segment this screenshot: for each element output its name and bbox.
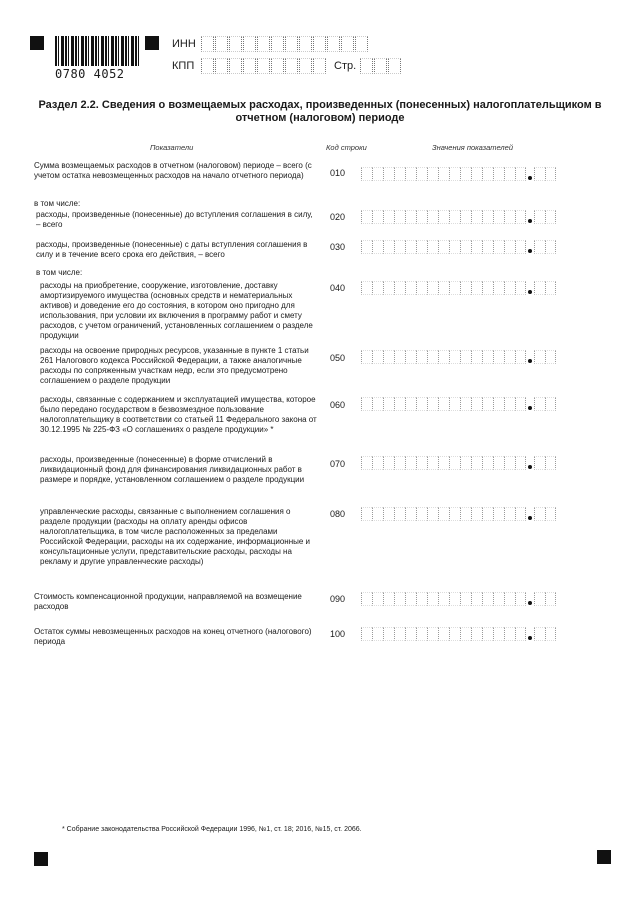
value-fraction-cell[interactable] [545,507,556,521]
value-digit-cell[interactable] [416,281,427,295]
row-in-that-number-1: в том числе: [34,199,81,208]
value-fraction-cell[interactable] [545,456,556,470]
row-040-code: 040 [330,283,346,293]
value-digit-cell[interactable] [482,210,493,224]
value-digit-cell[interactable] [460,397,471,411]
value-digit-cell[interactable] [504,350,515,364]
value-digit-cell[interactable] [449,281,460,295]
decimal-point [528,290,532,294]
row-050-code: 050 [330,353,346,363]
value-digit-cell[interactable] [471,240,482,254]
value-digit-cell[interactable] [361,592,372,606]
value-digit-cell[interactable] [482,397,493,411]
value-digit-cell[interactable] [471,507,482,521]
value-digit-cell[interactable] [427,281,438,295]
value-digit-cell[interactable] [504,627,515,641]
value-fraction-cell[interactable] [545,210,556,224]
value-digit-cell[interactable] [383,627,394,641]
value-digit-cell[interactable] [383,281,394,295]
value-digit-cell[interactable] [471,397,482,411]
value-fraction-cell[interactable] [545,397,556,411]
row-040-value-field[interactable] [361,281,556,295]
value-digit-cell[interactable] [493,240,504,254]
value-digit-cell[interactable] [449,627,460,641]
value-digit-cell[interactable] [361,350,372,364]
value-digit-cell[interactable] [438,507,449,521]
decimal-point [528,249,532,253]
value-digit-cell[interactable] [460,167,471,181]
value-digit-cell[interactable] [416,240,427,254]
value-fraction-cell[interactable] [534,507,545,521]
value-digit-cell[interactable] [394,627,405,641]
value-digit-cell[interactable] [361,210,372,224]
value-digit-cell[interactable] [361,281,372,295]
barcode-number: 0780 4052 [55,67,125,81]
value-fraction-cell[interactable] [545,240,556,254]
value-digit-cell[interactable] [515,456,526,470]
decimal-point [528,601,532,605]
value-digit-cell[interactable] [471,592,482,606]
value-digit-cell[interactable] [438,167,449,181]
decimal-point [528,359,532,363]
section-title: Раздел 2.2. Сведения о возмещаемых расходах, произведенных (понесенных) налогоплательщиком в отчетном (налоговом) периоде [38,99,602,124]
value-digit-cell[interactable] [372,240,383,254]
value-digit-cell[interactable] [383,592,394,606]
value-digit-cell[interactable] [372,507,383,521]
value-digit-cell[interactable] [504,397,515,411]
value-digit-cell[interactable] [515,240,526,254]
value-fraction-cell[interactable] [534,456,545,470]
value-digit-cell[interactable] [493,281,504,295]
decimal-point [528,516,532,520]
row-in-that-number-2: в том числе: [36,268,83,277]
value-digit-cell[interactable] [405,397,416,411]
value-digit-cell[interactable] [383,210,394,224]
value-digit-cell[interactable] [515,281,526,295]
row-070-label: расходы, произведенные (понесенные) в форме отчислений в ликвидационный фонд для финансирования ликвидационных работ в размере и порядке, установленном соглашением о разделе продукции [40,455,305,484]
value-digit-cell[interactable] [460,350,471,364]
value-digit-cell[interactable] [449,397,460,411]
column-header-values: Значения показателей [432,143,514,152]
value-digit-cell[interactable] [383,397,394,411]
value-digit-cell[interactable] [504,167,515,181]
value-digit-cell[interactable] [372,210,383,224]
value-fraction-cell[interactable] [534,397,545,411]
value-digit-cell[interactable] [427,627,438,641]
kpp-label: КПП [172,60,195,72]
value-digit-cell[interactable] [471,627,482,641]
column-header-line-code: Код строки [326,143,367,152]
value-digit-cell[interactable] [405,350,416,364]
value-digit-cell[interactable] [405,210,416,224]
row-080-code: 080 [330,509,346,519]
value-digit-cell[interactable] [394,592,405,606]
value-digit-cell[interactable] [493,507,504,521]
value-digit-cell[interactable] [449,507,460,521]
row-020-label: расходы, произведенные (понесенные) до вступления соглашения в силу, – всего [36,210,313,229]
value-digit-cell[interactable] [372,167,383,181]
value-digit-cell[interactable] [482,281,493,295]
value-digit-cell[interactable] [372,456,383,470]
value-digit-cell[interactable] [482,627,493,641]
value-digit-cell[interactable] [427,456,438,470]
row-070-code: 070 [330,459,346,469]
value-digit-cell[interactable] [361,456,372,470]
value-digit-cell[interactable] [515,167,526,181]
kpp-field[interactable] [201,58,327,74]
value-digit-cell[interactable] [405,281,416,295]
value-digit-cell[interactable] [361,397,372,411]
value-digit-cell[interactable] [471,350,482,364]
row-030-code: 030 [330,242,346,252]
value-digit-cell[interactable] [361,627,372,641]
value-fraction-cell[interactable] [534,281,545,295]
value-digit-cell[interactable] [372,592,383,606]
value-fraction-cell[interactable] [534,240,545,254]
barcode-bars [55,36,140,66]
value-fraction-cell[interactable] [545,350,556,364]
value-digit-cell[interactable] [416,627,427,641]
value-digit-cell[interactable] [515,627,526,641]
row-050-label: расходы на освоение природных ресурсов, указанные в пункте 1 статьи 261 Налогового кодекса Российской Федерации, а также аналогичные расходы по сопряженным участкам недр, если это предусмотрено соглашением о разделе продукции [40,346,309,385]
value-digit-cell[interactable] [438,281,449,295]
value-digit-cell[interactable] [383,167,394,181]
value-digit-cell[interactable] [504,281,515,295]
value-fraction-cell[interactable] [534,592,545,606]
value-digit-cell[interactable] [394,350,405,364]
value-digit-cell[interactable] [405,240,416,254]
inn-field[interactable] [201,36,369,52]
decimal-point [528,219,532,223]
value-digit-cell[interactable] [361,240,372,254]
row-090-code: 090 [330,594,346,604]
value-digit-cell[interactable] [416,397,427,411]
column-header-indicators: Показатели [150,143,194,152]
value-digit-cell[interactable] [416,167,427,181]
value-digit-cell[interactable] [515,592,526,606]
value-digit-cell[interactable] [416,350,427,364]
decimal-point [528,465,532,469]
value-digit-cell[interactable] [493,456,504,470]
value-digit-cell[interactable] [427,350,438,364]
value-fraction-cell[interactable] [534,167,545,181]
value-digit-cell[interactable] [438,456,449,470]
value-digit-cell[interactable] [405,592,416,606]
row-050-value-field[interactable] [361,350,556,364]
barcode [55,36,140,82]
value-digit-cell[interactable] [361,167,372,181]
row-010-code: 010 [330,168,346,178]
value-digit-cell[interactable] [504,210,515,224]
page-label: Стр. [334,60,357,72]
value-digit-cell[interactable] [493,210,504,224]
value-digit-cell[interactable] [405,627,416,641]
value-digit-cell[interactable] [383,507,394,521]
row-060-label: расходы, связанные с содержанием и эксплуатацией имущества, которое было передано государством в безвозмездное пользование налогоплательщику в соответствии со статьей 11 Федерального закона от 30.12.1995 № 225-ФЗ «О соглашениях о разделе продукции» * [40,395,317,434]
value-digit-cell[interactable] [471,281,482,295]
value-digit-cell[interactable] [515,210,526,224]
value-digit-cell[interactable] [482,240,493,254]
value-digit-cell[interactable] [427,397,438,411]
value-digit-cell[interactable] [471,167,482,181]
value-digit-cell[interactable] [372,627,383,641]
row-030-value-field[interactable] [361,240,556,254]
decimal-point [528,176,532,180]
value-digit-cell[interactable] [372,397,383,411]
value-digit-cell[interactable] [482,167,493,181]
value-digit-cell[interactable] [394,507,405,521]
footnote: * Собрание законодательства Российской Федерации 1996, №1, ст. 18; 2016, №15, ст. 2066. [62,826,362,833]
value-digit-cell[interactable] [427,592,438,606]
value-digit-cell[interactable] [438,592,449,606]
corner-marker-bottom-right [597,850,611,864]
value-digit-cell[interactable] [383,240,394,254]
value-digit-cell[interactable] [394,397,405,411]
row-080-label: управленческие расходы, связанные с выполнением соглашения о разделе продукции (расходы на оплату аренды офисов налогоплательщика, в том числе расположенных за пределами Российской Федерации, расходы на их содержание, информационные и консультационные услуги, представительские расходы, расходы на рекламу и другие управленческие расходы) [40,507,310,566]
value-digit-cell[interactable] [449,592,460,606]
value-digit-cell[interactable] [449,167,460,181]
row-100-value-field[interactable] [361,627,556,641]
value-digit-cell[interactable] [416,210,427,224]
decimal-point [528,406,532,410]
row-060-value-field[interactable] [361,397,556,411]
row-090-value-field[interactable] [361,592,556,606]
value-digit-cell[interactable] [504,592,515,606]
value-digit-cell[interactable] [438,627,449,641]
value-digit-cell[interactable] [438,240,449,254]
value-digit-cell[interactable] [416,592,427,606]
inn-label: ИНН [172,38,196,50]
row-080-value-field[interactable] [361,507,556,521]
value-digit-cell[interactable] [515,507,526,521]
value-digit-cell[interactable] [460,507,471,521]
value-digit-cell[interactable] [394,210,405,224]
value-digit-cell[interactable] [504,240,515,254]
value-digit-cell[interactable] [372,350,383,364]
corner-marker-top-right [145,36,159,50]
value-digit-cell[interactable] [460,456,471,470]
value-digit-cell[interactable] [493,627,504,641]
row-060-code: 060 [330,400,346,410]
row-010-label: Сумма возмещаемых расходов в отчетном (налоговом) периоде – всего (с учетом остатка невозмещенных расходов на начало отчетного периода) [34,161,312,180]
value-digit-cell[interactable] [449,210,460,224]
value-digit-cell[interactable] [471,456,482,470]
corner-marker-bottom-left [34,852,48,866]
value-digit-cell[interactable] [482,456,493,470]
value-digit-cell[interactable] [449,240,460,254]
row-020-code: 020 [330,212,346,222]
value-digit-cell[interactable] [482,592,493,606]
value-digit-cell[interactable] [515,350,526,364]
value-digit-cell[interactable] [449,350,460,364]
value-digit-cell[interactable] [460,210,471,224]
value-fraction-cell[interactable] [534,210,545,224]
row-090-label: Стоимость компенсационной продукции, направляемой на возмещение расходов [34,592,302,611]
value-digit-cell[interactable] [416,507,427,521]
value-digit-cell[interactable] [394,281,405,295]
row-020-value-field[interactable] [361,210,556,224]
value-digit-cell[interactable] [460,240,471,254]
value-digit-cell[interactable] [383,350,394,364]
value-digit-cell[interactable] [372,281,383,295]
value-digit-cell[interactable] [405,167,416,181]
value-fraction-cell[interactable] [545,592,556,606]
row-030-label: расходы, произведенные (понесенные) с даты вступления соглашения в силу и в течение всего срока его действия, – всего [36,240,308,259]
value-digit-cell[interactable] [438,210,449,224]
value-digit-cell[interactable] [427,240,438,254]
value-digit-cell[interactable] [515,397,526,411]
value-digit-cell[interactable] [482,507,493,521]
value-digit-cell[interactable] [405,456,416,470]
value-fraction-cell[interactable] [545,167,556,181]
value-digit-cell[interactable] [504,456,515,470]
value-digit-cell[interactable] [471,210,482,224]
value-digit-cell[interactable] [493,167,504,181]
corner-marker-top-left [30,36,44,50]
row-040-label: расходы на приобретение, сооружение, изготовление, доставку амортизируемого имущества (основных средств и нематериальных активов) и доведение его до состояния, в котором оно пригодно для использования, при условии их включения в программу работ и смету расходов, с учетом ограничений, установленных соглашением о разделе продукции [40,281,313,340]
value-digit-cell[interactable] [394,456,405,470]
value-digit-cell[interactable] [493,397,504,411]
value-digit-cell[interactable] [394,167,405,181]
value-fraction-cell[interactable] [545,627,556,641]
page-number-field[interactable] [360,58,402,74]
value-digit-cell[interactable] [361,507,372,521]
row-100-label: Остаток суммы невозмещенных расходов на конец отчетного (налогового) периода [34,627,312,646]
value-digit-cell[interactable] [427,167,438,181]
value-digit-cell[interactable] [504,507,515,521]
row-070-value-field[interactable] [361,456,556,470]
decimal-point [528,636,532,640]
value-digit-cell[interactable] [482,350,493,364]
value-digit-cell[interactable] [416,456,427,470]
value-digit-cell[interactable] [438,397,449,411]
value-digit-cell[interactable] [493,592,504,606]
value-fraction-cell[interactable] [534,350,545,364]
value-digit-cell[interactable] [460,281,471,295]
value-fraction-cell[interactable] [534,627,545,641]
value-digit-cell[interactable] [460,592,471,606]
row-100-code: 100 [330,629,346,639]
value-digit-cell[interactable] [460,627,471,641]
value-digit-cell[interactable] [493,350,504,364]
value-digit-cell[interactable] [438,350,449,364]
value-fraction-cell[interactable] [545,281,556,295]
value-digit-cell[interactable] [383,456,394,470]
value-digit-cell[interactable] [449,456,460,470]
value-digit-cell[interactable] [427,210,438,224]
value-digit-cell[interactable] [427,507,438,521]
value-digit-cell[interactable] [405,507,416,521]
row-010-value-field[interactable] [361,167,556,181]
value-digit-cell[interactable] [394,240,405,254]
